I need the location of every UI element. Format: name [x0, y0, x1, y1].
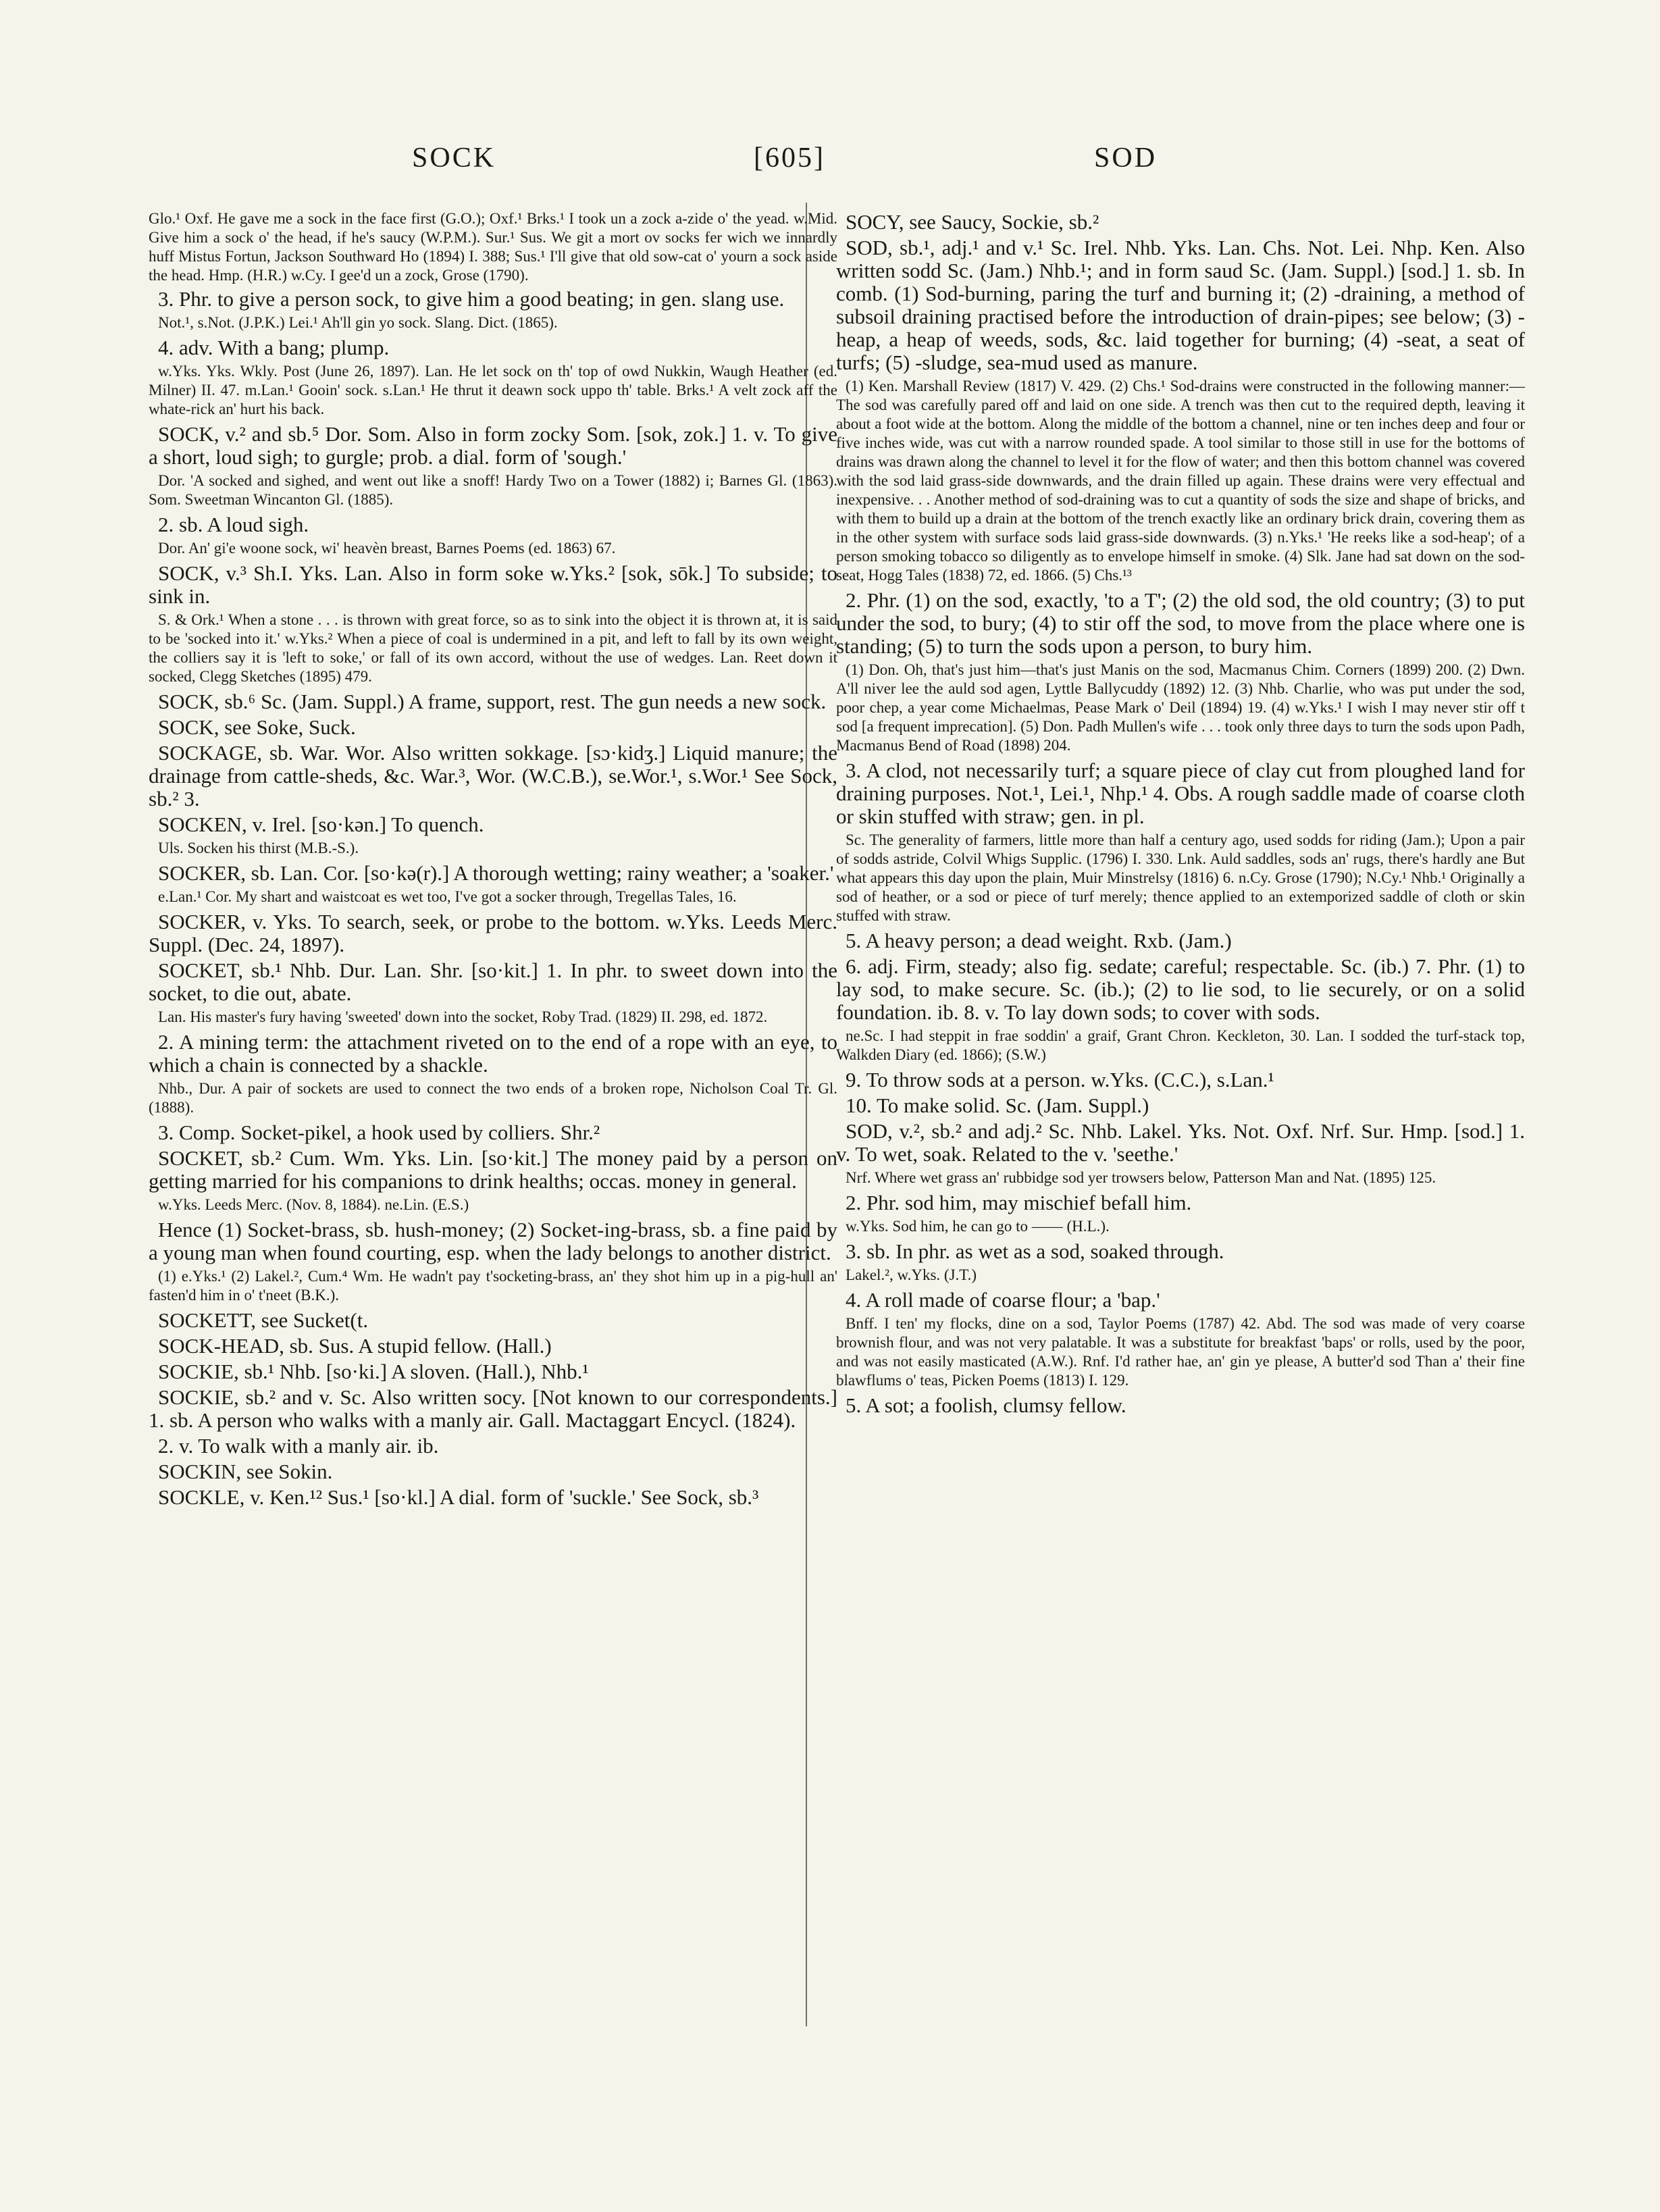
paragraph: SOCK, see Soke, Suck. — [158, 715, 356, 739]
paragraph: SOCKETT, see Sucket(t. — [158, 1308, 369, 1332]
paragraph: 3. Comp. Socket-pikel, a hook used by colliers. Shr.² — [158, 1121, 600, 1144]
paragraph: SOCKAGE, sb. War. Wor. Also written sokkage. [sɔ·kidʒ.] Liquid manure; the drainage from cattle-sheds, &c. War.³, Wor. (W.C.B.), se.Wor.¹, s.Wor.¹ See Sock, sb.² 3. — [149, 741, 837, 811]
paragraph: w.Yks. Sod him, he can go to —— (H.L.). — [846, 1218, 1110, 1235]
paragraph: SOCKET, sb.² Cum. Wm. Yks. Lin. [so·kit.] The money paid by a person on getting married for his companions to drink healths; occas. money in general. — [149, 1146, 837, 1193]
paragraph: 3. sb. In phr. as wet as a sod, soaked through. — [846, 1239, 1224, 1263]
running-head-right: SOD — [1094, 143, 1158, 174]
paragraph: Not.¹, s.Not. (J.P.K.) Lei.¹ Ah'll gin yo sock. Slang. Dict. (1865). — [158, 314, 558, 331]
paragraph: SOCKIE, sb.² and v. Sc. Also written socy. [Not known to our correspondents.] 1. sb. A person who walks with a manly air. Gall. Mactaggart Encycl. (1824). — [149, 1385, 837, 1432]
paragraph: (1) Don. Oh, that's just him—that's just Manis on the sod, Macmanus Chim. Corners (1899) 200. (2) Dwn. A'll niver lee the auld sod agen, Lyttle Ballycuddy (1892) 12. (3) Nhb. Charlie, who was put under the sod, poor chep, a year come Michaelmas, Pease Mark o' Deil (1894) 19. (4) w.Yks.¹ I wish I may never stir off t sod [a frequent imprecation]. (5) Don. Padh Mullen's wife . . . took only three days to turn the sods upon Padh, Macmanus Bend of Road (1898) 204. — [836, 661, 1525, 754]
paragraph: (1) Ken. Marshall Review (1817) V. 429. (2) Chs.¹ Sod-drains were constructed in the following manner:—The sod was carefully pared off and laid on one side. A trench was then cut to the required depth, leaving it about a foot wide at the bottom. Along the middle of the bottom a channel, nine or ten inches deep and four or five inches wide, was cut with a narrow rounded spade. A tool similar to those still in use for the bottoms of drains was drawn along the channel to level it for the flow of water; and then this bottom channel was covered with the sod laid grass-side downwards, and the drain filled up again. These drains were very effectual and inexpensive. . . Another method of sod-draining was to cut a quantity of sods the size and shape of bricks, and with them to build up a drain at the bottom of the trench exactly like an ordinary brick drain, covering them as in the other system with surface sods laid grass-side downwards. (3) n.Yks.¹ 'He reeks like a sod-heap'; of a person smoking tobacco so diligently as to envelope himself in smoke. (4) Slk. Jane had sat down on the sod-seat, Hogg Tales (1838) 72, ed. 1866. (5) Chs.¹³ — [836, 378, 1525, 584]
paragraph: SOCY, see Saucy, Sockie, sb.² — [846, 210, 1099, 234]
paragraph: Nhb., Dur. A pair of sockets are used to connect the two ends of a broken rope, Nicholson Coal Tr. Gl. (1888). — [149, 1080, 837, 1116]
paragraph: 5. A sot; a foolish, clumsy fellow. — [846, 1393, 1126, 1417]
paragraph: 3. Phr. to give a person sock, to give him a good beating; in gen. slang use. — [158, 287, 785, 311]
paragraph: Uls. Socken his thirst (M.B.-S.). — [158, 840, 359, 856]
paragraph: SOD, v.², sb.² and adj.² Sc. Nhb. Lakel. Yks. Not. Oxf. Nrf. Sur. Hmp. [sod.] 1. v. To wet, soak. Related to the v. 'seethe.' — [836, 1119, 1525, 1166]
paragraph: Bnff. I ten' my flocks, dine on a sod, Taylor Poems (1787) 42. Abd. The sod was made of very coarse brownish flour, and was not very palatable. It was a substitute for breakfast 'baps' or rolls, used by the poor, and was not easily masticated (A.W.). Rnf. I'd rather hae, an' gin ye please, A butter'd sod Than a' their fine blawflums o' teas, Picken Poems (1813) I. 129. — [836, 1315, 1525, 1389]
paragraph: SOCK-HEAD, sb. Sus. A stupid fellow. (Hall.) — [158, 1334, 552, 1358]
paragraph: 2. Phr. sod him, may mischief befall him. — [846, 1191, 1192, 1214]
paragraph: ne.Sc. I had steppit in frae soddin' a graif, Grant Chron. Keckleton, 30. Lan. I sodded the turf-stack top, Walkden Diary (ed. 1866); (S.W.) — [836, 1027, 1525, 1063]
paragraph: SOCKIE, sb.¹ Nhb. [so·ki.] A sloven. (Hall.), Nhb.¹ — [158, 1360, 589, 1383]
paragraph: Dor. An' gi'e woone sock, wi' heavèn breast, Barnes Poems (ed. 1863) 67. — [158, 540, 616, 557]
paragraph: 2. Phr. (1) on the sod, exactly, 'to a T'; (2) the old sod, the old country; (3) to put under the sod, to bury; (4) to stir off the sod, to move from the place where one is standing; (5) to turn the sods upon a person, to bury him. — [836, 588, 1525, 658]
paragraph: 2. v. To walk with a manly air. ib. — [158, 1434, 439, 1458]
paragraph: SOCKET, sb.¹ Nhb. Dur. Lan. Shr. [so·kit.] 1. In phr. to sweet down into the socket, to die out, abate. — [149, 958, 837, 1005]
paragraph: SOCKLE, v. Ken.¹² Sus.¹ [so·kl.] A dial. form of 'suckle.' See Sock, sb.³ — [158, 1485, 759, 1509]
paragraph: Sc. The generality of farmers, little more than half a century ago, used sodds for riding (Jam.); Upon a pair of sodds astride, Colvil Whigs Supplic. (1796) I. 330. Lnk. Auld saddles, sods an' rugs, there's hardly ane But what appears this day upon the plain, Muir Minstrelsy (1816) 6. n.Cy. Grose (1790); N.Cy.¹ Nhb.¹ Originally a sod of heather, or a sod or piece of turf merely; thence applied to an extemporized saddle of cloth or skin stuffed with straw. — [836, 831, 1525, 924]
paragraph: Hence (1) Socket-brass, sb. hush-money; (2) Socket-ing-brass, sb. a fine paid by a young man when found courting, esp. when the lady belongs to another district. — [149, 1218, 837, 1264]
paragraph: 3. A clod, not necessarily turf; a square piece of clay cut from ploughed land for draining purposes. Not.¹, Lei.¹, Nhp.¹ 4. Obs. A rough saddle made of coarse cloth or skin stuffed with straw; gen. in pl. — [836, 758, 1525, 828]
paragraph: Dor. 'A socked and sighed, and went out like a snoff! Hardy Two on a Tower (1882) i; Barnes Gl. (1863). Som. Sweetman Wincanton Gl. (1885). — [149, 472, 837, 508]
paragraph: 4. A roll made of coarse flour; a 'bap.' — [846, 1288, 1160, 1312]
paragraph: 2. sb. A loud sigh. — [158, 513, 309, 536]
paragraph: Nrf. Where wet grass an' rubbidge sod yer trowsers below, Patterson Man and Nat. (1895) 125. — [846, 1169, 1436, 1186]
paragraph: 5. A heavy person; a dead weight. Rxb. (Jam.) — [846, 929, 1232, 952]
right-column — [836, 209, 1525, 1420]
paragraph: S. & Ork.¹ When a stone . . . is thrown with great force, so as to sink into the object it is thrown at, it is said to be 'socked into it.' w.Yks.² When a piece of coal is undermined in a pit, and left to fall by its own weight, the colliers say it is 'left to soke,' or fall of its own accord, without the use of wedges. Lan. Reet down it socked, Clegg Sketches (1895) 479. — [149, 611, 837, 685]
left-column — [149, 209, 837, 1512]
paragraph: SOCK, sb.⁶ Sc. (Jam. Suppl.) A frame, support, rest. The gun needs a new sock. — [158, 690, 827, 713]
paragraph: Glo.¹ Oxf. He gave me a sock in the face first (G.O.); Oxf.¹ Brks.¹ I took un a zock a-zide o' the yead. w.Mid. Give him a sock o' the head, if he's saucy (W.P.M.). Sur.¹ Sus. We git a mort ov socks fer wich we innardly huff Mistus Fortun, Jackson Southward Ho (1894) I. 388; Sus.¹ I'll give that old sow-cat o' yourn a sock aside the head. Hmp. (H.R.) w.Cy. I gee'd un a zock, Grose (1790). — [149, 210, 837, 284]
paragraph: Lan. His master's fury having 'sweeted' down into the socket, Roby Trad. (1829) II. 298, ed. 1872. — [158, 1008, 768, 1025]
paragraph: SOCKEN, v. Irel. [so·kən.] To quench. — [158, 813, 484, 836]
paragraph: 9. To throw sods at a person. w.Yks. (C.C.), s.Lan.¹ — [846, 1068, 1274, 1091]
paragraph: Lakel.², w.Yks. (J.T.) — [846, 1266, 977, 1283]
paragraph: SOCKER, v. Yks. To search, seek, or probe to the bottom. w.Yks. Leeds Merc. Suppl. (Dec. 24, 1897). — [149, 910, 837, 956]
paragraph: w.Yks. Leeds Merc. (Nov. 8, 1884). ne.Lin. (E.S.) — [158, 1196, 469, 1213]
paragraph: 4. adv. With a bang; plump. — [158, 336, 390, 359]
paragraph: 6. adj. Firm, steady; also fig. sedate; careful; respectable. Sc. (ib.) 7. Phr. (1) to lay sod, to make secure. Sc. (ib.); (2) to lie sod, to lie securely, or on a solid foundation. ib. 8. v. To lay down sods; to cover with sods. — [836, 954, 1525, 1024]
paragraph: SOD, sb.¹, adj.¹ and v.¹ Sc. Irel. Nhb. Yks. Lan. Chs. Not. Lei. Nhp. Ken. Also written sodd Sc. (Jam.) Nhb.¹; and in form saud Sc. (Jam. Suppl.) [sod.] 1. sb. In comb. (1) Sod-burning, paring the turf and burning it; (2) -draining, a method of subsoil draining practised before the introduction of drain-pipes; see below; (3) -heap, a heap of weeds, sods, &c. laid together for burning; (4) -seat, a seat of turfs; (5) -sludge, sea-mud used as manure. — [836, 236, 1525, 374]
paragraph: e.Lan.¹ Cor. My shart and waistcoat es wet too, I've got a socker through, Tregellas Tales, 16. — [158, 888, 737, 905]
paragraph: w.Yks. Yks. Wkly. Post (June 26, 1897). Lan. He let sock on th' top of owd Nukkin, Waugh Heather (ed. Milner) II. 47. m.Lan.¹ Gooin' sock. s.Lan.¹ He thrut it deawn sock uppo th' table. Brks.¹ A velt zock aff the whate-rick an' hurt his back. — [149, 363, 837, 417]
paragraph: SOCK, v.² and sb.⁵ Dor. Som. Also in form zocky Som. [sok, zok.] 1. v. To give a short, loud sigh; to gurgle; prob. a dial. form of 'sough.' — [149, 422, 837, 469]
paragraph: 2. A mining term: the attachment riveted on to the end of a rope with an eye, to which a chain is connected by a shackle. — [149, 1030, 837, 1077]
paragraph: (1) e.Yks.¹ (2) Lakel.², Cum.⁴ Wm. He wadn't pay t'socketing-brass, an' they shot him up in a pig-hull an' fasten'd him in o' t'neet (B.K.). — [149, 1268, 837, 1304]
page-number: [605] — [754, 143, 825, 174]
paragraph: SOCKIN, see Sokin. — [158, 1460, 333, 1483]
running-head-left: SOCK — [412, 143, 496, 174]
paragraph: SOCK, v.³ Sh.I. Yks. Lan. Also in form soke w.Yks.² [sok, sōk.] To subside; to sink in. — [149, 561, 837, 608]
paragraph: 10. To make solid. Sc. (Jam. Suppl.) — [846, 1094, 1149, 1117]
paragraph: SOCKER, sb. Lan. Cor. [so·kə(r).] A thorough wetting; rainy weather; a 'soaker.' — [158, 861, 834, 885]
